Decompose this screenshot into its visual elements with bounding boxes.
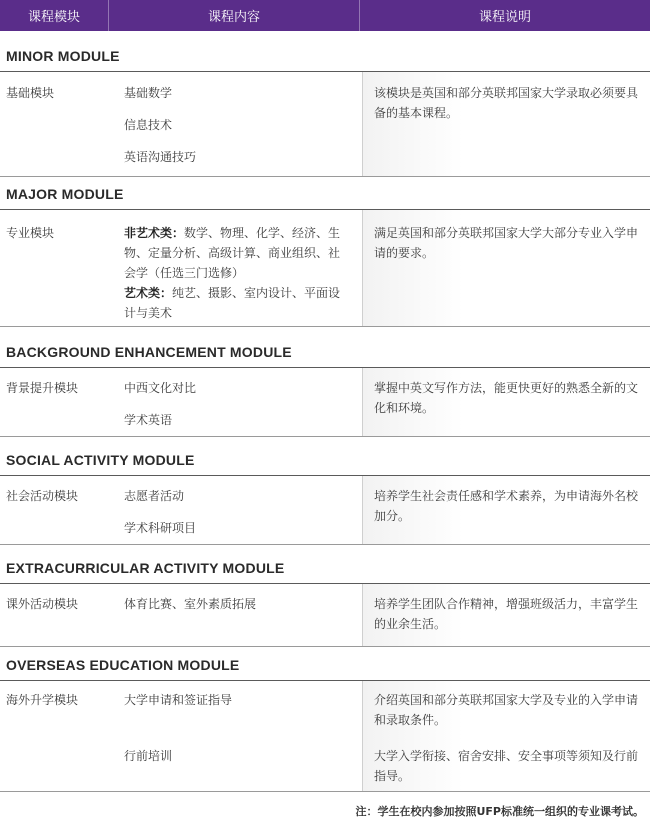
divider [0,791,650,792]
column-divider [362,72,363,176]
table-header [0,0,650,31]
column-divider [362,210,363,326]
column-divider [362,681,363,791]
header-description: 课程说明 [478,10,531,25]
course-item: 行前培训 [124,749,173,763]
divider [0,544,650,545]
course-item: 学术科研项目 [124,521,197,535]
footnote: 注：学生在校内参加按照UFP标准统一组织的专业课考试。 [355,805,644,818]
section-title-major: MAJOR MODULE [6,186,124,202]
section-title-social: SOCIAL ACTIVITY MODULE [6,452,195,468]
course-item: 大学申请和签证指导 [124,693,233,707]
course-content-nonart [124,223,342,283]
divider [0,326,650,327]
section-title-overseas: OVERSEAS EDUCATION MODULE [6,657,240,673]
module-description: 掌握中英文写作方法，能更快更好的熟悉全新的文化和环境。 [374,381,639,415]
nonart-text: 数学、物理、化学、经济、生物、定量分析、高级计算、商业组织、社会学（任选三门选修） [124,226,341,280]
module-description: 培养学生社会责任感和学术素养，为申请海外名校加分。 [374,489,639,523]
course-item: 志愿者活动 [124,489,185,503]
module-description: 培养学生团队合作精神，增强班级活力，丰富学生的业余生活。 [374,597,639,631]
course-content-art [124,283,342,323]
section-title-background: BACKGROUND ENHANCEMENT MODULE [6,344,292,360]
module-name: 海外升学模块 [6,693,79,707]
course-item: 英语沟通技巧 [124,150,197,164]
module-description: 该模块是英国和部分英联邦国家大学录取必须要具备的基本课程。 [374,86,639,120]
divider [0,646,650,647]
header-module: 课程模块 [0,0,109,31]
course-item: 信息技术 [124,118,173,132]
divider [0,436,650,437]
module-name: 社会活动模块 [6,489,79,503]
section-title-minor: MINOR MODULE [6,48,120,64]
header-content: 课程内容 [109,0,360,31]
art-label: 艺术类： [124,286,173,300]
module-name: 专业模块 [6,226,55,240]
module-name: 背景提升模块 [6,381,79,395]
column-divider [362,368,363,436]
module-name: 课外活动模块 [6,597,79,611]
module-description-secondary: 大学入学衔接、宿舍安排、安全事项等须知及行前指导。 [374,749,639,783]
divider [0,176,650,177]
column-divider [362,476,363,544]
nonart-label: 非艺术类： [124,226,185,240]
section-title-extracurricular: EXTRACURRICULAR ACTIVITY MODULE [6,560,285,576]
module-name: 基础模块 [6,86,55,100]
course-item: 基础数学 [124,86,173,100]
module-description: 满足英国和部分英联邦国家大学大部分专业入学申请的要求。 [374,226,639,260]
art-text: 纯艺、摄影、室内设计、平面设计与美术 [124,286,341,320]
course-item: 学术英语 [124,413,173,427]
course-item: 体育比赛、室外素质拓展 [124,597,257,611]
course-item: 中西文化对比 [124,381,197,395]
module-description: 介绍英国和部分英联邦国家大学及专业的入学申请和录取条件。 [374,693,639,727]
column-divider [362,584,363,646]
